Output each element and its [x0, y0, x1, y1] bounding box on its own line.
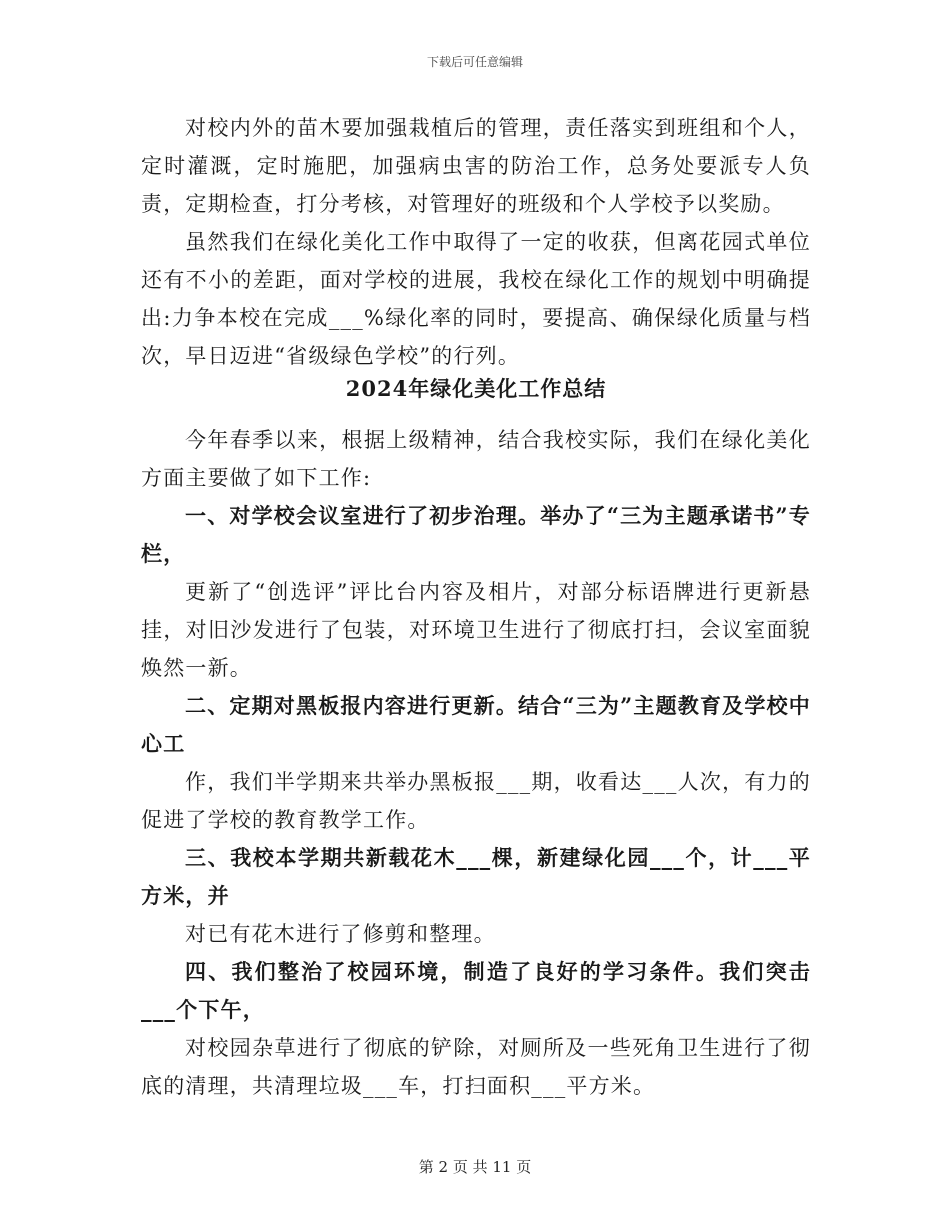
document-body: [141, 109, 811, 1105]
page-number: 第 2 页 共 11 页: [418, 1158, 532, 1176]
paragraph-intro: 今年春季以来，根据上级精神，结合我校实际，我们在绿化美化方面主要做了如下工作:: [141, 428, 811, 490]
header-note: 下载后可任意编辑: [426, 55, 523, 69]
item-heading-4: 四、我们整治了校园环境，制造了良好的学习条件。我们突击___个下午，: [141, 959, 811, 1022]
item-text-2: 作，我们半学期来共举办黑板报___期，收看达___人次，有力的促进了学校的教育教学工作。: [141, 770, 811, 832]
paragraph-greening-goal: 虽然我们在绿化美化工作中取得了一定的收获，但离花园式单位还有不小的差距，面对学校的进展，我校在绿化工作的规划中明确提出:力争本校在完成___%绿化率的同时，要提高、确保绿化质量与档次，早日迈进“省级绿色学校”的行列。: [141, 230, 811, 368]
section-title: 2024年绿化美化工作总结: [345, 376, 607, 401]
item-text-4: 对校园杂草进行了彻底的铲除，对厕所及一些死角卫生进行了彻底的清理，共清理垃圾___车，打扫面积___平方米。: [141, 1036, 811, 1098]
paragraph-seedling-management: 对校内外的苗木要加强栽植后的管理，责任落实到班组和个人，定时灌溉，定时施肥，加强病虫害的防治工作，总务处要派专人负责，定期检查，打分考核，对管理好的班级和个人学校予以奖励。: [141, 116, 811, 216]
item-heading-2: 二、定期对黑板报内容进行更新。结合“三为”主题教育及学校中心工: [141, 693, 811, 756]
item-text-3: 对已有花木进行了修剪和整理。: [185, 922, 496, 946]
item-text-1: 更新了“创选评”评比台内容及相片，对部分标语牌进行更新悬挂，对旧沙发进行了包装，对环境卫生进行了彻底打扫，会议室面貌焕然一新。: [141, 580, 811, 680]
item-heading-1: 一、对学校会议室进行了初步治理。举办了“三为主题承诺书”专栏，: [141, 503, 811, 566]
item-heading-3: 三、我校本学期共新载花木___棵，新建绿化园___个，计___平方米，并: [141, 845, 811, 908]
